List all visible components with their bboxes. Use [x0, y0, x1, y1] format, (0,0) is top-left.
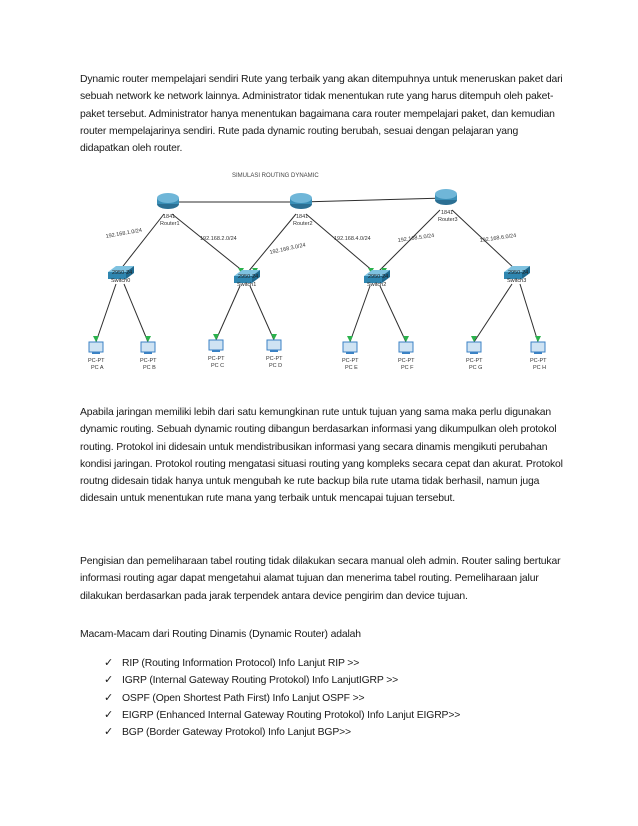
pc-name: PC H — [533, 365, 547, 371]
list-item — [104, 724, 460, 741]
switch-3[interactable] — [504, 266, 530, 284]
pc-icon — [209, 340, 223, 350]
switch-model: 2950-24 — [508, 270, 529, 276]
switch-name: Switch3 — [507, 278, 527, 284]
pc-type: PC-PT — [208, 356, 225, 362]
network-label: 192.168.2.0/24 — [200, 236, 237, 242]
link-sw0-pca — [96, 284, 116, 342]
link-sw0-pcb — [124, 284, 148, 342]
pc-icon — [343, 342, 357, 352]
list-item-text: IGRP (Internal Gateway Routing Protokol) Info LanjutIGRP >> — [122, 675, 399, 687]
link-sw3-pcg — [474, 284, 512, 342]
dynamic-routing-paragraph: Apabila jaringan memiliki lebih dari satu kemungkinan rute untuk tujuan yang sama maka perlu digunakan dynamic routing. Sebuah dynamic routing dibangun berdasarkan informasi yang dikumpulkan oleh protokol routing. Protokol ini didesain untuk mendistribusikan informasi yang secara dinamis mengikuti perubahan kondisi jaringan. Protokol routing mengatasi situasi routing yang kompleks secara cepat dan akurat. Protokol routng didesain tidak hanya untuk mengubah ke rute backup bila rute utama tidak berhasil, namun juga didesain untuk menentukan rute mana yang terbaik untuk mencapai tujuan tersebut. — [80, 407, 563, 505]
link-sw1-pcd — [250, 286, 274, 340]
network-label: 192.168.1.0/24 — [105, 227, 143, 240]
link-sw3-pch — [520, 284, 538, 342]
pc-c[interactable] — [208, 340, 225, 369]
routing-protocol-list — [104, 655, 460, 741]
pc-name: PC D — [269, 363, 283, 369]
router-1[interactable] — [157, 193, 180, 227]
checkmark-icon: ✓ — [104, 657, 114, 669]
list-item-text: RIP (Routing Information Protocol) Info Lanjut RIP >> — [122, 658, 360, 669]
link-sw2-pce — [350, 286, 370, 342]
pc-type: PC-PT — [398, 358, 415, 364]
pc-type: PC-PT — [266, 356, 283, 362]
router-name: Router2 — [293, 221, 313, 227]
switch-name: Switch2 — [367, 282, 387, 288]
list-item-text: OSPF (Open Shortest Path First) Info Lanjut OSPF >> — [122, 692, 365, 704]
list-item — [104, 655, 460, 672]
link-r1-sw1 — [172, 214, 244, 272]
list-heading: Macam-Macam dari Routing Dinamis (Dynamic Router) adalah — [80, 629, 361, 640]
checkmark-icon: ✓ — [104, 691, 114, 704]
link-status-dots — [93, 266, 541, 342]
list-item-text: EIGRP (Enhanced Internal Gateway Routing Protokol) Info Lanjut EIGRP>> — [122, 709, 461, 721]
pc-a[interactable] — [88, 342, 105, 371]
pc-e[interactable] — [342, 342, 359, 371]
network-diagram — [76, 162, 560, 392]
pc-name: PC G — [469, 365, 483, 371]
network-label: 192.168.3.0/24 — [269, 242, 307, 256]
link-r2-sw2 — [306, 214, 374, 272]
checkmark-icon: ✓ — [104, 726, 114, 739]
switch-name: Switch1 — [237, 282, 257, 288]
checkmark-icon: ✓ — [104, 674, 114, 687]
diagram-title: SIMULASI ROUTING DYNAMIC — [232, 173, 319, 179]
list-item-text: BGP (Border Gateway Protokol) Info Lanjut BGP>> — [122, 727, 351, 739]
link-sw2-pcf — [380, 286, 406, 342]
pc-h[interactable] — [530, 342, 547, 371]
pc-type: PC-PT — [530, 358, 547, 364]
switch-0[interactable] — [108, 266, 134, 284]
pc-icon — [399, 342, 413, 352]
list-item — [104, 707, 460, 724]
pc-name: PC A — [91, 365, 104, 371]
switch-2[interactable] — [364, 270, 390, 288]
pc-icon — [89, 342, 103, 352]
switch-model: 2950-24 — [238, 274, 259, 280]
pc-name: PC F — [401, 365, 414, 371]
pc-icon — [267, 340, 281, 350]
network-label: 192.168.6.0/24 — [479, 232, 517, 244]
pc-type: PC-PT — [466, 358, 483, 364]
router-name: Router1 — [160, 221, 180, 227]
switch-name: Switch0 — [111, 278, 131, 284]
list-item — [104, 690, 460, 707]
list-item — [104, 672, 460, 689]
network-label: 192.168.4.0/24 — [334, 236, 371, 242]
pc-icon — [467, 342, 481, 352]
pc-b[interactable] — [140, 342, 157, 371]
switch-1[interactable] — [234, 270, 260, 288]
network-label: 192.168.5.0/24 — [397, 232, 435, 244]
link-sw1-pcc — [216, 286, 240, 340]
pc-icon — [531, 342, 545, 352]
routing-table-paragraph: Pengisian dan pemeliharaan tabel routing tidak dilakukan secara manual oleh admin. Router saling bertukar informasi routing agar dapat mengetahui alamat tujuan dan menerima tabel routing. Pemeliharaan jalur dilakukan berdasarkan pada jarak terpendek antara device pengirim dan device tujuan. — [80, 556, 561, 602]
pc-f[interactable] — [398, 342, 415, 371]
link-r1-sw0 — [120, 214, 164, 270]
router-model: 1841 — [441, 210, 454, 216]
checkmark-icon: ✓ — [104, 708, 114, 721]
pc-type: PC-PT — [88, 358, 105, 364]
router-2[interactable] — [290, 193, 313, 227]
pc-name: PC E — [345, 365, 358, 371]
link-r2-r3 — [301, 198, 446, 202]
router-model: 1841 — [163, 214, 176, 220]
switch-model: 2950-24 — [112, 270, 133, 276]
pc-type: PC-PT — [342, 358, 359, 364]
pc-g[interactable] — [466, 342, 483, 371]
pc-d[interactable] — [266, 340, 283, 369]
pc-name: PC C — [211, 363, 225, 369]
intro-paragraph: Dynamic router mempelajari sendiri Rute yang terbaik yang akan ditempuhnya untuk meneruskan paket dari sebuah network ke network lainnya. Administrator tidak menentukan rute yang harus ditempuh oleh paket-paket tersebut. Administrator hanya menentukan bagaimana cara router mempelajari paket, dan kemudian router mempelajarinya sendiri. Rute pada dynamic routing berubah, sesuai dengan pelajaran yang didapatkan oleh router. — [80, 74, 563, 155]
pc-name: PC B — [143, 365, 156, 371]
pc-type: PC-PT — [140, 358, 157, 364]
link-r2-sw1 — [248, 214, 296, 272]
router-3[interactable] — [435, 189, 458, 223]
router-name: Router3 — [438, 217, 458, 223]
pc-icon — [141, 342, 155, 352]
router-model: 1841 — [296, 214, 309, 220]
switch-model: 2950-24 — [368, 274, 389, 280]
